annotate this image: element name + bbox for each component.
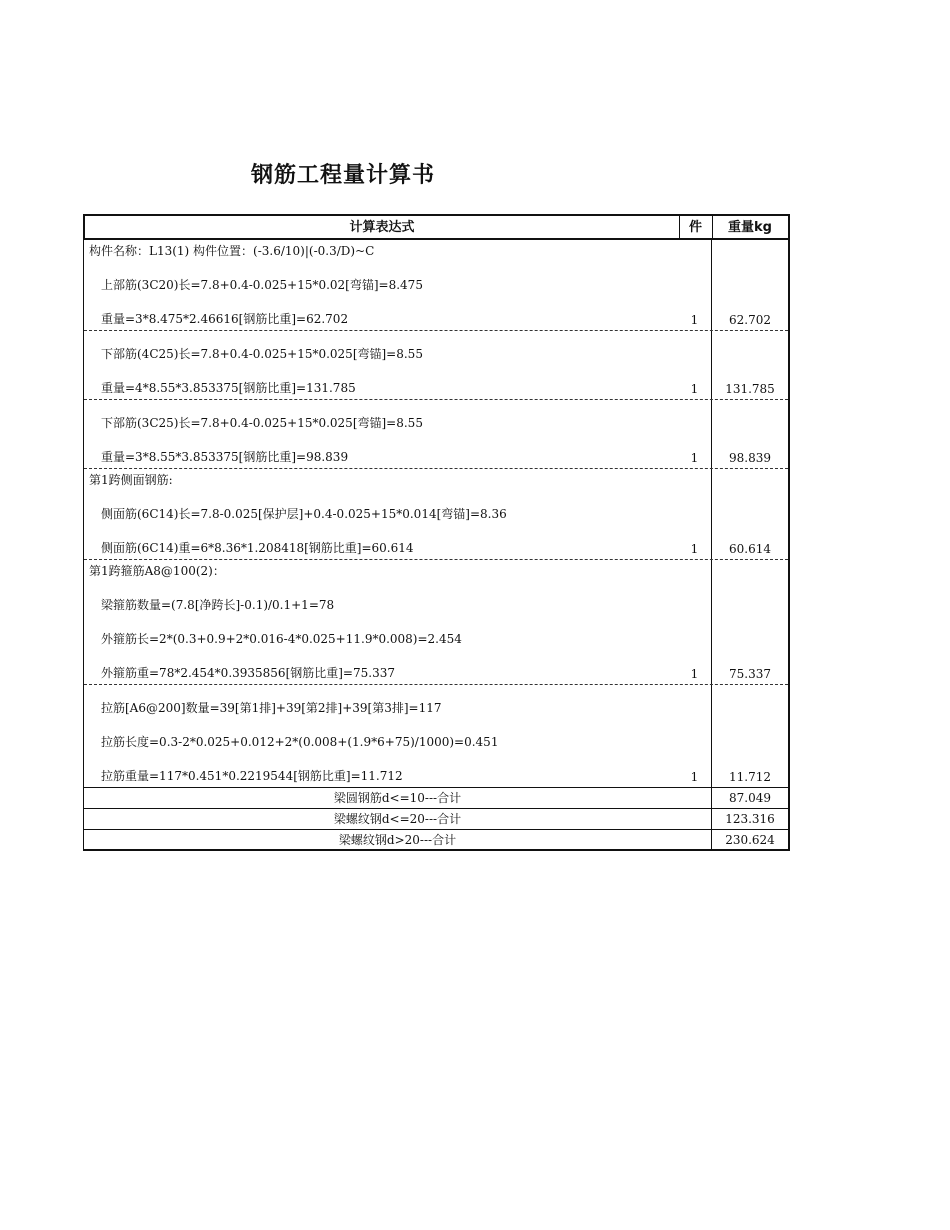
member-group: [84, 469, 788, 560]
expression-row: [84, 365, 788, 399]
expression-row: [84, 400, 788, 434]
expression-text: 外箍筋重=78*2.454*0.3935856[钢筋比重]=75.337: [101, 666, 395, 680]
expression-row: [84, 240, 788, 262]
expression-text: 梁箍筋数量=(7.8[净跨长]-0.1)/0.1+1=78: [101, 598, 335, 612]
member-group: [84, 240, 788, 331]
total-label: 梁螺纹钢d>20---合计: [84, 830, 712, 850]
header-weight: 重量kg: [728, 220, 772, 235]
expression-text: 重量=4*8.55*3.853375[钢筋比重]=131.785: [101, 381, 356, 395]
piece-count: 1: [690, 313, 699, 327]
total-row: [83, 830, 790, 851]
total-label: 梁螺纹钢d<=20---合计: [84, 809, 712, 829]
document-title: 钢筋工程量计算书: [251, 163, 436, 188]
expression-text: 第1跨箍筋A8@100(2)：: [89, 564, 225, 578]
expression-text: 侧面筋(6C14)重=6*8.36*1.208418[钢筋比重]=60.614: [101, 541, 414, 555]
totals-section: [83, 788, 790, 851]
weight-value: 131.785: [725, 382, 775, 396]
total-value: 123.316: [725, 812, 775, 826]
expression-row: [84, 434, 788, 468]
expression-row: [84, 753, 788, 787]
expression-row: [84, 616, 788, 650]
expression-text: 下部筋(3C25)长=7.8+0.4-0.025+15*0.025[弯锚]=8.55: [101, 416, 423, 430]
weight-value: 62.702: [729, 313, 771, 327]
piece-count: 1: [690, 667, 699, 681]
piece-count: 1: [690, 542, 699, 556]
expression-text: 下部筋(4C25)长=7.8+0.4-0.025+15*0.025[弯锚]=8.55: [101, 347, 423, 361]
expression-text: 拉筋重量=117*0.451*0.2219544[钢筋比重]=11.712: [101, 769, 403, 783]
weight-value: 60.614: [729, 542, 771, 556]
total-label: 梁圆钢筋d<=10---合计: [84, 788, 712, 808]
expression-text: 拉筋长度=0.3-2*0.025+0.012+2*(0.008+(1.9*6+75)/1000)=0.451: [101, 735, 499, 749]
expression-text: 上部筋(3C20)长=7.8+0.4-0.025+15*0.02[弯锚]=8.475: [101, 278, 423, 292]
calculation-table: [83, 214, 790, 851]
expression-text: 外箍筋长=2*(0.3+0.9+2*0.016-4*0.025+11.9*0.008)=2.454: [101, 632, 462, 646]
expression-text: 重量=3*8.55*3.853375[钢筋比重]=98.839: [101, 450, 349, 464]
weight-value: 75.337: [729, 667, 771, 681]
weight-value: 98.839: [729, 451, 771, 465]
expression-row: [84, 650, 788, 684]
total-row: [83, 809, 790, 830]
member-group: [84, 685, 788, 788]
piece-count: 1: [690, 451, 699, 465]
expression-row: [84, 296, 788, 330]
expression-row: [84, 560, 788, 582]
total-value: 87.049: [729, 791, 771, 805]
expression-row: [84, 719, 788, 753]
expression-text: 拉筋[A6@200]数量=39[第1排]+39[第2排]+39[第3排]=117: [101, 701, 442, 715]
total-value: 230.624: [725, 833, 775, 847]
header-expression: 计算表达式: [85, 216, 680, 238]
expression-row: [84, 469, 788, 491]
member-group: [84, 560, 788, 685]
member-group: [84, 331, 788, 400]
expression-text: 第1跨侧面钢筋:: [89, 473, 173, 487]
expression-row: [84, 685, 788, 719]
expression-text: 侧面筋(6C14)长=7.8-0.025[保护层]+0.4-0.025+15*0.014[弯锚]=8.36: [101, 507, 507, 521]
table-header: [83, 214, 790, 240]
table-body: [83, 240, 790, 788]
expression-row: [84, 262, 788, 296]
piece-count: 1: [690, 770, 699, 784]
expression-text: 构件名称：L13(1) 构件位置：(-3.6/10)|(-0.3/D)~C: [89, 244, 375, 258]
header-count: 件: [679, 216, 713, 238]
expression-row: [84, 491, 788, 525]
member-group: [84, 400, 788, 469]
expression-row: [84, 582, 788, 616]
expression-row: [84, 331, 788, 365]
total-row: [83, 788, 790, 809]
expression-row: [84, 525, 788, 559]
weight-value: 11.712: [729, 770, 771, 784]
expression-text: 重量=3*8.475*2.46616[钢筋比重]=62.702: [101, 312, 349, 326]
piece-count: 1: [690, 382, 699, 396]
